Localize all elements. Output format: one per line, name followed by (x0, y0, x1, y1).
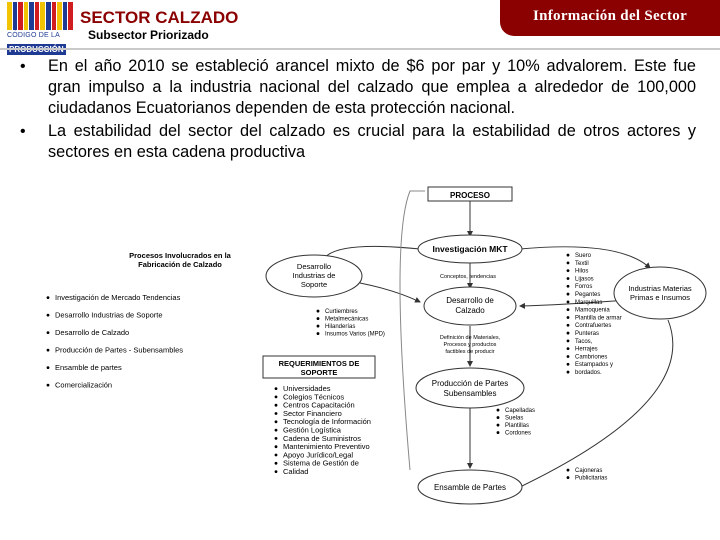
list-item: Sector Financiero (283, 408, 342, 418)
list-item: Cordones (505, 430, 532, 437)
procesos-title-1: Procesos Involucrados en la (129, 251, 231, 260)
list-item: Producción de Partes - Subensambles (55, 345, 183, 355)
list-bullet (275, 437, 278, 440)
materias-list (567, 253, 622, 376)
requerimientos-list (275, 384, 371, 476)
list-bullet (567, 355, 570, 358)
list-bullet (497, 431, 500, 434)
list-bullet (317, 332, 320, 335)
list-item: Suelas (505, 415, 524, 422)
list-item: Suero (575, 253, 592, 259)
list-item: Plantilla de armar (575, 315, 622, 322)
list-item: Desarrollo de Calzado (55, 328, 130, 337)
list-item: Curtiembres (325, 309, 358, 315)
list-item: Lijasos (575, 276, 594, 283)
list-bullet (275, 454, 278, 457)
desarrollo-label-1: Desarrollo de (446, 296, 494, 305)
materias-primas-line-1: Industrias Materias (628, 284, 692, 293)
list-bullet (275, 387, 278, 390)
list-bullet (567, 277, 570, 280)
list-bullet (567, 476, 570, 479)
list-bullet (567, 308, 570, 311)
definicion-line-2: Procesos y productos (443, 342, 497, 348)
list-bullet (275, 462, 278, 465)
list-bullet (567, 469, 570, 472)
bullet-dot: • (20, 123, 26, 140)
list-bullet (47, 366, 50, 369)
list-bullet (275, 470, 278, 473)
materias-primas-line-2: Primas e Insumos (629, 293, 691, 302)
list-bullet (567, 371, 570, 374)
page-title: SECTOR CALZADO (80, 8, 239, 27)
list-bullet (317, 325, 320, 328)
soporte-list (317, 309, 385, 338)
list-item: Pegantes (575, 292, 601, 298)
list-item: Marquillas (575, 299, 603, 306)
produccion-node (416, 368, 524, 408)
procesos-list (47, 293, 184, 390)
list-bullet (497, 424, 500, 427)
produccion-label-1: Producción de Partes (431, 379, 509, 388)
desarrollo-label-2: Calzado (455, 306, 485, 315)
bullet-text: En el año 2010 se estableció arancel mixto de $6 por par y 10% advalorem. Este fue gran impulso a la industria nacional del calzado que emplea a alrededor de 100,000 ciudadanos Ecuatorianos dependen de esta protección nacional. (48, 57, 696, 117)
list-item: Publicitarias (575, 475, 608, 482)
definicion-line-3: factibles de producir (445, 349, 495, 355)
logo-text-top: CÓDIGO DE LA (7, 32, 60, 39)
list-item: Sistema de Gestión de (283, 458, 359, 468)
final-list (567, 468, 608, 482)
list-item: Cajoneras (575, 468, 603, 474)
list-bullet (567, 293, 570, 296)
list-item: bordados. (575, 370, 602, 376)
list-item: Contrafuertes (575, 323, 612, 330)
list-bullet (567, 285, 570, 288)
list-bullet (47, 331, 50, 334)
list-bullet (567, 332, 570, 335)
list-item: Investigación de Mercado Tendencias (55, 293, 181, 302)
list-item: Textil (575, 260, 589, 267)
list-bullet (567, 300, 570, 303)
list-item: Calidad (283, 467, 309, 476)
list-item: Estampados y (575, 362, 614, 369)
subensamble-list (497, 408, 535, 437)
list-item: Tacos, (575, 338, 593, 345)
list-item: Centros Capacitación (283, 400, 355, 410)
list-bullet (567, 316, 570, 319)
list-bullet (567, 347, 570, 350)
produccion-label-2: Subensambles (443, 389, 497, 398)
list-bullet (47, 384, 50, 387)
list-bullet (567, 324, 570, 327)
requerimientos-title-1: REQUERIMIENTOS DE (278, 359, 360, 368)
list-item: Apoyo Jurídico/Legal (283, 450, 354, 460)
proceso-label: PROCESO (449, 191, 491, 200)
list-item: Universidades (283, 384, 331, 393)
list-item: Metalmecánicas (325, 316, 369, 323)
list-item: Hilos (575, 268, 589, 275)
list-item: Capelladas (505, 408, 536, 414)
procesos-title-2: Fabricación de Calzado (138, 260, 222, 269)
list-bullet (567, 363, 570, 366)
list-item: Tecnología de Información (283, 417, 371, 427)
industrias-soporte-line-2: Industrias de (292, 271, 336, 280)
list-bullet (275, 412, 278, 415)
list-bullet (567, 339, 570, 342)
list-item: Cadena de Suministros (283, 433, 361, 443)
ensamble-label: Ensamble de Partes (433, 483, 507, 492)
list-item: Ensamble de partes (55, 363, 122, 372)
definicion-line-1: Definición de Materiales, (439, 335, 501, 341)
requerimientos-title-2: SOPORTE (300, 368, 338, 377)
list-item: Desarrollo Industrias de Soporte (55, 310, 163, 320)
industrias-soporte-line-3: Soporte (300, 280, 328, 289)
page-subtitle: Subsector Priorizado (88, 28, 209, 42)
list-bullet (567, 269, 570, 272)
list-bullet (275, 429, 278, 432)
list-item: Comercialización (55, 380, 113, 390)
list-bullet (275, 404, 278, 407)
list-bullet (275, 420, 278, 423)
list-bullet (275, 445, 278, 448)
list-item: Colegios Técnicos (283, 392, 345, 402)
list-item: Mantenimiento Preventivo (283, 442, 370, 452)
list-bullet (497, 409, 500, 412)
conceptos-label: Conceptos, tendencias (440, 274, 496, 280)
list-bullet (275, 396, 278, 399)
list-bullet (47, 349, 50, 352)
bullet-dot: • (20, 58, 26, 75)
list-item: Herrajes (575, 346, 598, 353)
list-item: Hilanderías (325, 324, 356, 330)
bullet-text: La estabilidad del sector del calzado es crucial para la estabilidad de otros actores y sectores en esta cadena productiva (48, 122, 696, 161)
list-item: Forros (575, 284, 593, 291)
list-bullet (497, 416, 500, 419)
list-item: Mamoquenia (575, 307, 610, 314)
list-item: Insumos Varios (MPD) (325, 331, 385, 338)
list-bullet (47, 314, 50, 317)
list-bullet (317, 310, 320, 313)
list-item: Plantillas (505, 423, 530, 429)
list-item: Gestión Logística (283, 425, 341, 435)
list-item: Cambriones (575, 354, 608, 361)
list-item: Punteras (575, 331, 600, 337)
industrias-soporte-line-1: Desarrollo (296, 262, 332, 271)
list-bullet (47, 296, 50, 299)
list-bullet (567, 261, 570, 264)
section-banner: Información del Sector (500, 0, 720, 36)
list-bullet (317, 317, 320, 320)
investigacion-label: Investigación MKT (432, 244, 508, 254)
list-bullet (567, 254, 570, 257)
